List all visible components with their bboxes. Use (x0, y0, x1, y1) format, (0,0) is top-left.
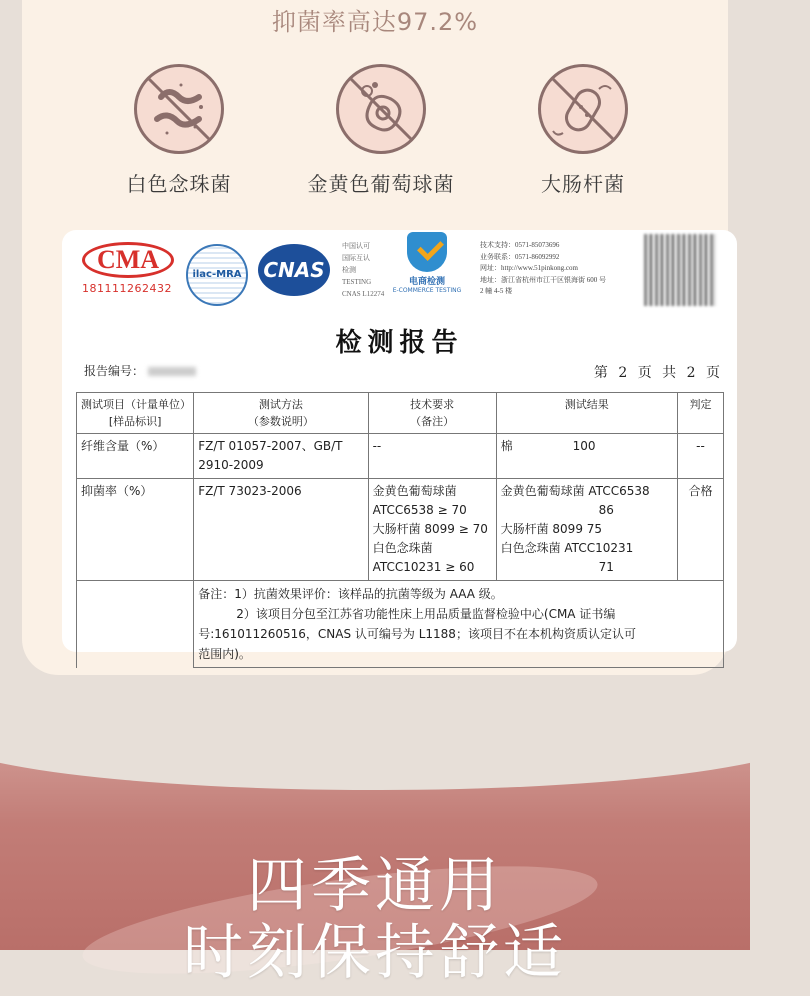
qr-code (644, 234, 716, 306)
e-coli-icon (538, 64, 628, 154)
cell-method: FZ/T 73023-2006 (194, 479, 368, 581)
ilac-mra-logo: ilac-MRA (186, 244, 248, 306)
report-table (76, 392, 724, 668)
top-panel (22, 0, 728, 675)
staphylococcus-icon (336, 64, 426, 154)
slogan-line-2: 时刻保持舒适 (183, 918, 567, 988)
report-number: 报告编号： (84, 362, 196, 379)
redacted-number (148, 367, 196, 376)
cma-number: 181111262432 (82, 282, 172, 295)
header-method: 测试方法 （参数说明） (194, 393, 368, 434)
cell-verdict: 合格 (677, 479, 723, 581)
bacteria-label: 金黄色葡萄球菌 (307, 172, 455, 196)
shield-check-icon (407, 232, 447, 272)
cell-method: FZ/T 01057-2007、GB/T 2910-2009 (194, 434, 368, 479)
cell-requirement: 金黄色葡萄球菌 ATCC6538 ≥ 70 大肠杆菌 8099 ≥ 70 白色念珠菌 ATCC10231 ≥ 60 (368, 479, 496, 581)
candida-icon (134, 64, 224, 154)
cell-requirement: -- (368, 434, 496, 479)
bacteria-card-ecoli (478, 64, 688, 197)
table-row (77, 479, 724, 581)
bacteria-label: 白色念珠菌 (126, 172, 232, 196)
bacteria-label: 大肠杆菌 (541, 172, 625, 196)
report-logos (62, 230, 737, 310)
header-result: 测试结果 (496, 393, 677, 434)
headline: 抑菌率高达97.2% (271, 8, 479, 36)
header-item: 测试项目（计量单位） [样品标识] (77, 393, 194, 434)
cell-item: 抑菌率（%） (77, 479, 194, 581)
cnas-text: 中国认可 国际互认 检测 TESTING CNAS L12274 (342, 242, 385, 298)
cnas-logo: CNAS (258, 244, 330, 296)
slogan-line-1: 四季通用 (247, 851, 503, 921)
cell-verdict: -- (677, 434, 723, 479)
table-note-row (77, 581, 724, 668)
table-row (77, 434, 724, 479)
bacteria-card-candida (74, 64, 284, 197)
contact-info: 技术支持：0571-85073696 业务联系：0571-86092992 网址：http://www.51pinkong.com 地址：浙江省杭州市江干区银海街 600 号 2 幢 4-5 楼 (480, 241, 606, 295)
cma-logo (82, 242, 174, 295)
cma-mark: CMA (82, 242, 174, 278)
cell-result: 金黄色葡萄球菌 ATCC6538 86 大肠杆菌 8099 75 白色念珠菌 ATCC10231 71 (496, 479, 677, 581)
header-verdict: 判定 (677, 393, 723, 434)
test-report (62, 230, 737, 661)
bacteria-card-staphylococcus (276, 64, 486, 197)
table-header-row (77, 393, 724, 434)
report-title: 检测报告 (335, 328, 464, 358)
cell-item: 纤维含量（%） (77, 434, 194, 479)
page-info: 第 2 页 共 2 页 (593, 365, 723, 381)
cell-result: 棉 100 (496, 434, 677, 479)
cell-notes: 备注：1）抗菌效果评价：该样品的抗菌等级为 AAA 级。 2）该项目分包至江苏省功能性床上用品质量监督检验中心(CMA 证书编 号:161011260516，CNAS 认可编号为 L1188；该项目不在本机构资质认定认可 范围内)。 (194, 581, 724, 668)
header-requirement: 技术要求 （备注） (368, 393, 496, 434)
ecommerce-testing-logo: 电商检测 E-COMMERCE TESTING (390, 232, 464, 294)
